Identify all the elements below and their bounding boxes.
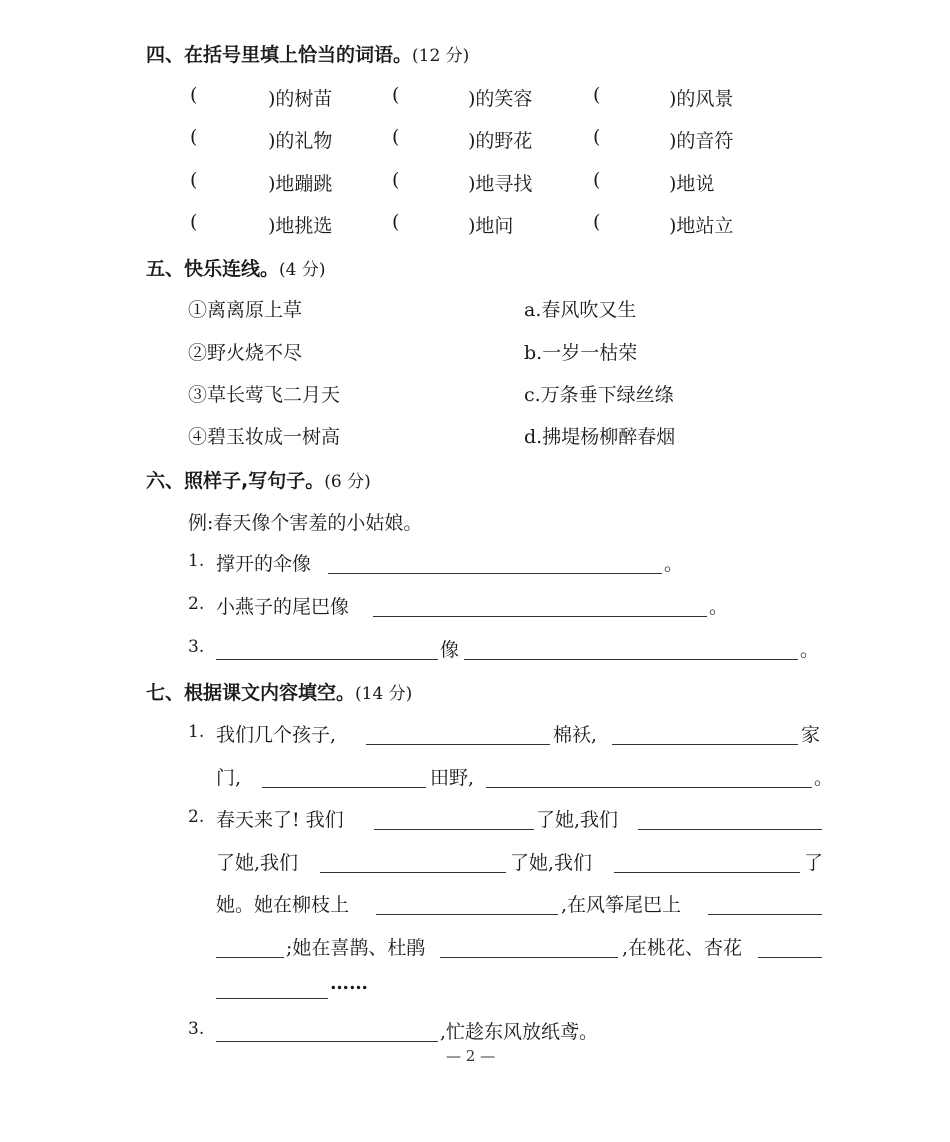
q7-2-line-9[interactable]: [758, 957, 822, 958]
q7-2-line-8[interactable]: [440, 957, 618, 958]
q6-3-mid: 像: [440, 639, 460, 661]
q7-2-number: 2.: [188, 807, 205, 827]
q6-2-text: 小燕子的尾巴像: [216, 596, 350, 618]
q6-2-answer-line[interactable]: [373, 616, 707, 617]
q6-3-end: 。: [800, 639, 820, 661]
q6-1-end: 。: [664, 553, 684, 575]
q7-2-line-2[interactable]: [638, 829, 822, 830]
blank-phrase: )地挑选: [268, 215, 333, 237]
blank-phrase: )地说: [669, 173, 715, 195]
q7-2-text-g: ,在风筝尾巴上: [561, 894, 682, 916]
q7-2-line-10[interactable]: [216, 998, 328, 999]
q7-1-text-a: 我们几个孩子,: [216, 724, 337, 746]
blank-answer-space[interactable]: [204, 126, 266, 150]
q7-2-text-d: 了她,我们: [510, 852, 593, 874]
page-number: — 2 —: [446, 1047, 496, 1065]
blank-phrase: )地问: [468, 215, 514, 237]
section-4-heading: [146, 40, 469, 67]
poem-left-2: ②野火烧不尽: [188, 342, 303, 364]
poem-right-d: d.拂堤杨柳醉春烟: [524, 426, 676, 448]
q7-2-text-a: 春天来了! 我们: [216, 809, 344, 831]
blank-phrase: )地蹦跳: [268, 173, 333, 195]
q7-2-line-7[interactable]: [216, 957, 284, 958]
blank-phrase: )的礼物: [268, 130, 333, 152]
q6-1-number: 1.: [188, 551, 205, 571]
blank-phrase: )的野花: [468, 130, 533, 152]
q7-2-line-5[interactable]: [376, 914, 558, 915]
q6-1-answer-line[interactable]: [328, 573, 662, 574]
section-7-title: 七、根据课文内容填空。: [146, 682, 356, 704]
blank-answer-space[interactable]: [204, 169, 266, 193]
section-7-heading: [146, 678, 412, 705]
blank-answer-space[interactable]: [607, 126, 667, 150]
q7-2-text-b: 了她,我们: [536, 809, 619, 831]
blank-open-paren: (: [392, 84, 400, 106]
blank-phrase: )地站立: [669, 215, 734, 237]
section-4-title: 四、在括号里填上恰当的词语。: [146, 44, 413, 66]
blank-open-paren: (: [593, 211, 601, 233]
q6-2-number: 2.: [188, 594, 205, 614]
blank-phrase: )的笑容: [468, 88, 533, 110]
q7-1-line-3[interactable]: [262, 787, 426, 788]
q7-2-text-h: ;她在喜鹊、杜鹃: [286, 937, 426, 959]
blank-phrase: )的风景: [669, 88, 734, 110]
blank-answer-space[interactable]: [607, 84, 667, 108]
poem-right-a: a.春风吹又生: [524, 299, 637, 321]
blank-open-paren: (: [392, 126, 400, 148]
q7-2-text-f: 她。她在柳枝上: [216, 894, 350, 916]
q7-2-text-c: 了她,我们: [216, 852, 299, 874]
blank-open-paren: (: [593, 84, 601, 106]
q6-3-answer-line-a[interactable]: [216, 659, 438, 660]
blank-phrase: )地寻找: [468, 173, 533, 195]
blank-open-paren: (: [190, 211, 198, 233]
q7-1-text-e: 田野,: [430, 767, 475, 789]
section-6-heading: [146, 466, 371, 493]
q7-1-text-b: 棉袄,: [553, 724, 598, 746]
blank-answer-space[interactable]: [406, 211, 466, 235]
blank-open-paren: (: [593, 169, 601, 191]
poem-right-b: b.一岁一枯荣: [524, 342, 638, 364]
q7-1-text-f: 。: [814, 767, 834, 789]
q7-3-text-a: ,忙趁东风放纸鸢。: [440, 1021, 599, 1043]
q7-1-line-1[interactable]: [366, 744, 550, 745]
q6-2-end: 。: [709, 596, 729, 618]
q7-3-number: 3.: [188, 1019, 205, 1039]
blank-answer-space[interactable]: [406, 169, 466, 193]
q7-1-line-4[interactable]: [486, 787, 812, 788]
blank-answer-space[interactable]: [607, 211, 667, 235]
q7-2-line-6[interactable]: [708, 914, 822, 915]
section-5-points: (4 分): [279, 260, 326, 280]
q7-1-line-2[interactable]: [612, 744, 798, 745]
q6-3-answer-line-b[interactable]: [464, 659, 798, 660]
poem-left-3: ③草长莺飞二月天: [188, 384, 341, 406]
q6-1-text: 撑开的伞像: [216, 553, 312, 575]
poem-left-1: ①离离原上草: [188, 299, 303, 321]
section-6-title: 六、照样子,写句子。: [146, 470, 325, 492]
q7-2-text-i: ,在桃花、杏花: [622, 937, 743, 959]
q7-2-text-e: 了: [804, 852, 824, 874]
blank-answer-space[interactable]: [406, 84, 466, 108]
q7-2-ellipsis: ……: [330, 972, 368, 994]
q6-3-number: 3.: [188, 637, 205, 657]
blank-phrase: )的音符: [669, 130, 734, 152]
section-7-points: (14 分): [355, 684, 413, 704]
poem-left-4: ④碧玉妆成一树高: [188, 426, 341, 448]
blank-answer-space[interactable]: [204, 84, 266, 108]
q7-1-number: 1.: [188, 722, 205, 742]
blank-open-paren: (: [593, 126, 601, 148]
q7-1-text-c: 家: [801, 724, 821, 746]
q7-3-line-1[interactable]: [216, 1041, 438, 1042]
q7-2-line-4[interactable]: [614, 872, 800, 873]
blank-open-paren: (: [190, 169, 198, 191]
blank-open-paren: (: [190, 126, 198, 148]
section-5-heading: [146, 254, 326, 281]
section-5-title: 五、快乐连线。: [146, 258, 280, 280]
poem-right-c: c.万条垂下绿丝绦: [524, 384, 674, 406]
blank-open-paren: (: [392, 211, 400, 233]
blank-open-paren: (: [190, 84, 198, 106]
blank-answer-space[interactable]: [406, 126, 466, 150]
blank-open-paren: (: [392, 169, 400, 191]
section-4-points: (12 分): [412, 46, 470, 66]
q7-2-line-1[interactable]: [374, 829, 534, 830]
q7-2-line-3[interactable]: [320, 872, 506, 873]
section-6-points: (6 分): [324, 472, 371, 492]
q7-1-text-d: 门,: [216, 767, 242, 789]
example-sentence: 例:春天像个害羞的小姑娘。: [188, 512, 423, 534]
blank-answer-space[interactable]: [607, 169, 667, 193]
blank-answer-space[interactable]: [204, 211, 266, 235]
blank-phrase: )的树苗: [268, 88, 333, 110]
